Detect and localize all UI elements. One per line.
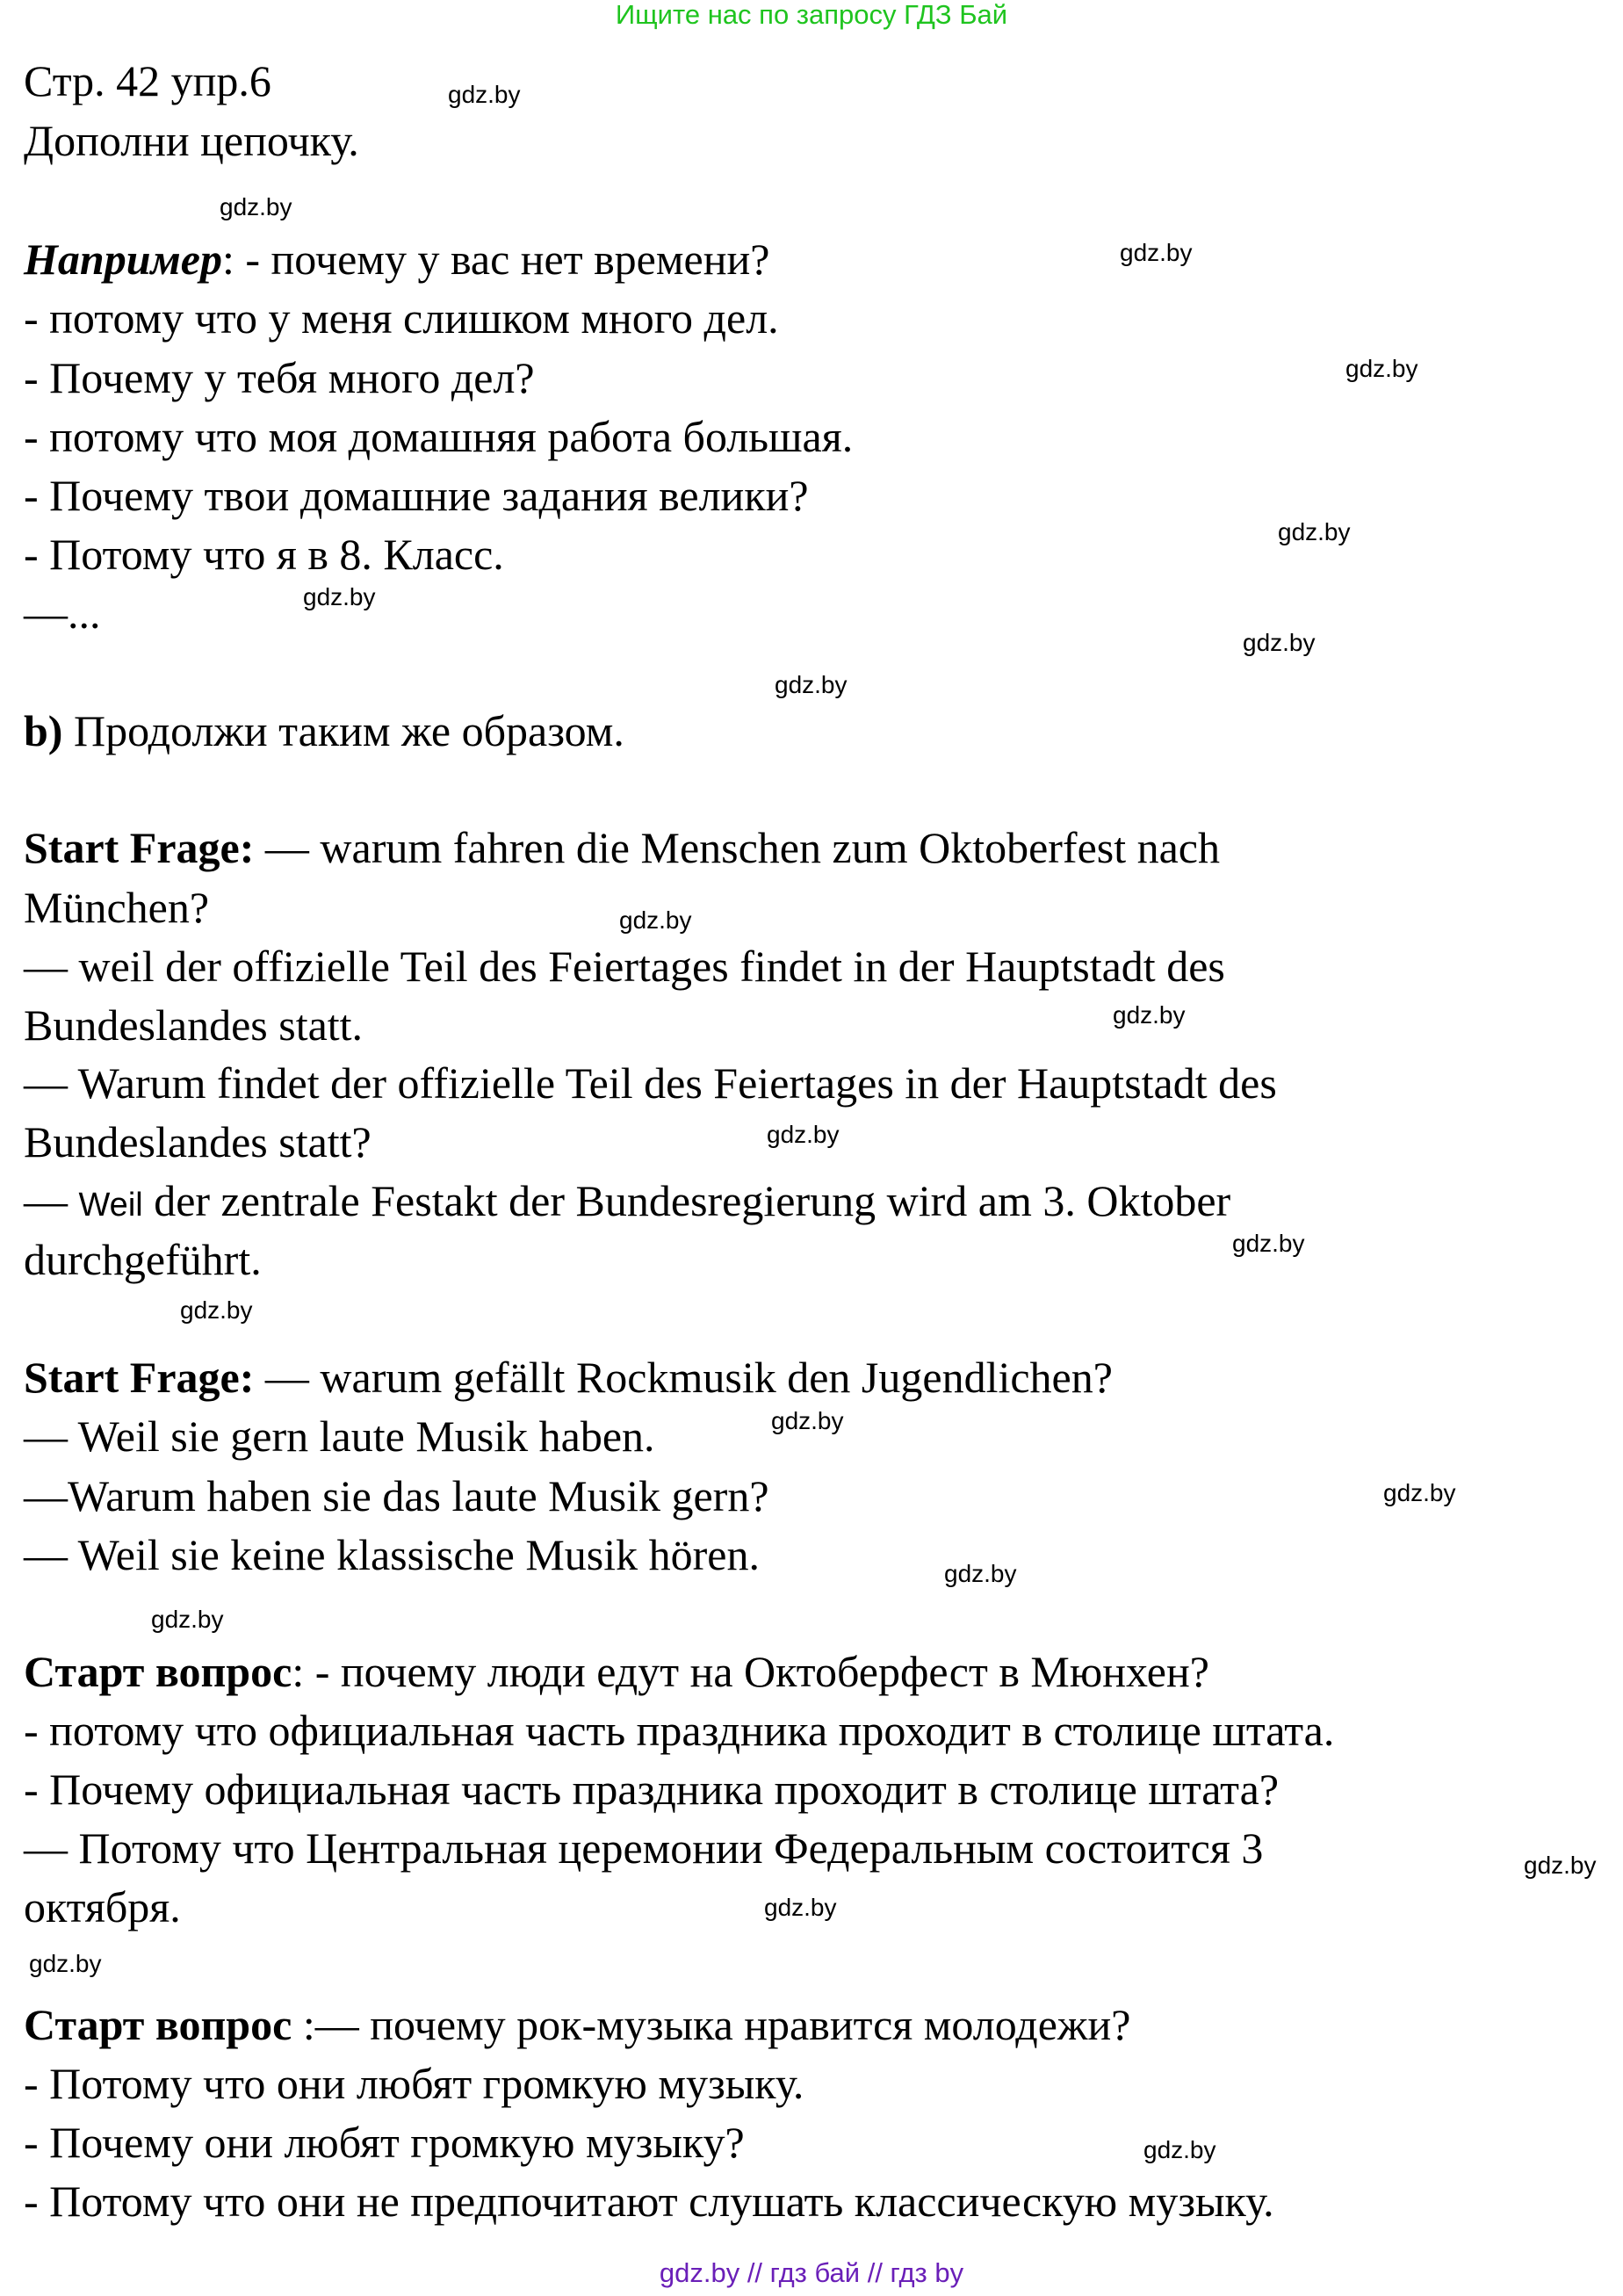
watermark: gdz.by bbox=[771, 1407, 844, 1434]
block1-weil-rest: der zentrale Festakt der Bundesregierung wird am 3. Oktober bbox=[142, 1176, 1231, 1225]
block2-question: — warum gefällt Rockmusik den Jugendlichen? bbox=[254, 1353, 1113, 1402]
example-first-line bbox=[24, 233, 769, 285]
block4-label: Старт вопрос bbox=[24, 2000, 292, 2049]
watermark: gdz.by bbox=[1243, 629, 1316, 656]
block1-line: durchgeführt. bbox=[24, 1235, 262, 1284]
example-question: : - почему у вас нет времени? bbox=[221, 235, 770, 284]
example-label: Например bbox=[24, 235, 222, 284]
example-line: —... bbox=[24, 588, 101, 638]
block1-label: Start Frage: bbox=[24, 823, 255, 872]
block4-line: - Потому что они любят громкую музыку. bbox=[24, 2059, 804, 2108]
block3-line: - потому что официальная часть праздника проходит в столице штата. bbox=[24, 1706, 1335, 1755]
watermark: gdz.by bbox=[619, 906, 692, 934]
example-line: - Почему у тебя много дел? bbox=[24, 353, 535, 402]
block1-question: — warum fahren die Menschen zum Oktoberfest nach bbox=[254, 823, 1220, 872]
watermark: gdz.by bbox=[1524, 1852, 1597, 1879]
watermark: gdz.by bbox=[220, 193, 292, 220]
example-line: - потому что моя домашняя работа большая. bbox=[24, 412, 854, 461]
watermark: gdz.by bbox=[180, 1296, 253, 1324]
watermark: gdz.by bbox=[1383, 1479, 1456, 1506]
block3-line: октября. bbox=[24, 1882, 181, 1931]
watermark: gdz.by bbox=[448, 81, 521, 108]
example-line: - Почему твои домашние задания велики? bbox=[24, 471, 809, 520]
block1-weil-word: Weil bbox=[78, 1187, 143, 1224]
block1-dash: — bbox=[24, 1176, 79, 1225]
watermark: gdz.by bbox=[303, 583, 376, 610]
block1-line: Bundeslandes statt. bbox=[24, 1000, 364, 1050]
block3-label: Старт вопрос bbox=[24, 1647, 292, 1696]
part-b-label: b) bbox=[24, 706, 63, 755]
watermark: gdz.by bbox=[151, 1606, 224, 1633]
block3-line: - Почему официальная часть праздника проходит в столице штата? bbox=[24, 1765, 1280, 1814]
block1-line: — weil der offizielle Teil des Feiertages findet in der Hauptstadt des bbox=[24, 942, 1225, 991]
watermark: gdz.by bbox=[775, 671, 848, 698]
block4-question: :— почему рок-музыка нравится молодежи? bbox=[292, 2000, 1131, 2049]
block2-line: —Warum haben sie das laute Musik gern? bbox=[24, 1471, 769, 1520]
block3-first-line bbox=[24, 1645, 1209, 1698]
block1-line: München? bbox=[24, 883, 210, 932]
block1-weil-line bbox=[24, 1174, 1230, 1227]
block1-line: Bundeslandes statt? bbox=[24, 1117, 371, 1166]
watermark: gdz.by bbox=[1113, 1001, 1186, 1029]
watermark: gdz.by bbox=[944, 1560, 1017, 1587]
example-line: - потому что у меня слишком много дел. bbox=[24, 293, 779, 343]
part-b-instruction bbox=[24, 704, 624, 757]
watermark: gdz.by bbox=[29, 1950, 102, 1977]
watermark: gdz.by bbox=[1120, 239, 1193, 266]
block4-first-line bbox=[24, 1998, 1130, 2051]
instruction: Дополни цепочку. bbox=[24, 116, 359, 165]
watermark: gdz.by bbox=[1232, 1230, 1305, 1257]
search-banner[interactable]: Ищите нас по запросу ГДЗ Бай bbox=[615, 0, 1008, 30]
block3-question: : - почему люди едут на Октоберфест в Мюнхен? bbox=[292, 1647, 1209, 1696]
example-line: - Потому что я в 8. Класс. bbox=[24, 530, 504, 579]
block4-line: - Почему они любят громкую музыку? bbox=[24, 2118, 745, 2167]
watermark: gdz.by bbox=[1278, 518, 1351, 545]
watermark: gdz.by bbox=[1143, 2136, 1216, 2163]
page-title: Стр. 42 упр.6 bbox=[24, 56, 271, 105]
block2-line: — Weil sie keine klassische Musik hören. bbox=[24, 1530, 760, 1579]
footer-links[interactable]: gdz.by // гдз бай // гдз by bbox=[659, 2257, 964, 2288]
watermark: gdz.by bbox=[1345, 355, 1418, 382]
block1-line: — Warum findet der offizielle Teil des Feiertages in der Hauptstadt des bbox=[24, 1058, 1277, 1108]
block4-line: - Потому что они не предпочитают слушать классическую музыку. bbox=[24, 2177, 1274, 2226]
part-b-text: Продолжи таким же образом. bbox=[62, 706, 624, 755]
watermark: gdz.by bbox=[767, 1121, 840, 1148]
watermark: gdz.by bbox=[764, 1894, 837, 1921]
block3-line: — Потому что Центральная церемонии Федеральным состоится 3 bbox=[24, 1823, 1264, 1873]
block2-first-line bbox=[24, 1351, 1113, 1404]
block2-line: — Weil sie gern laute Musik haben. bbox=[24, 1412, 655, 1461]
block2-label: Start Frage: bbox=[24, 1353, 255, 1402]
block1-first-line bbox=[24, 821, 1220, 874]
